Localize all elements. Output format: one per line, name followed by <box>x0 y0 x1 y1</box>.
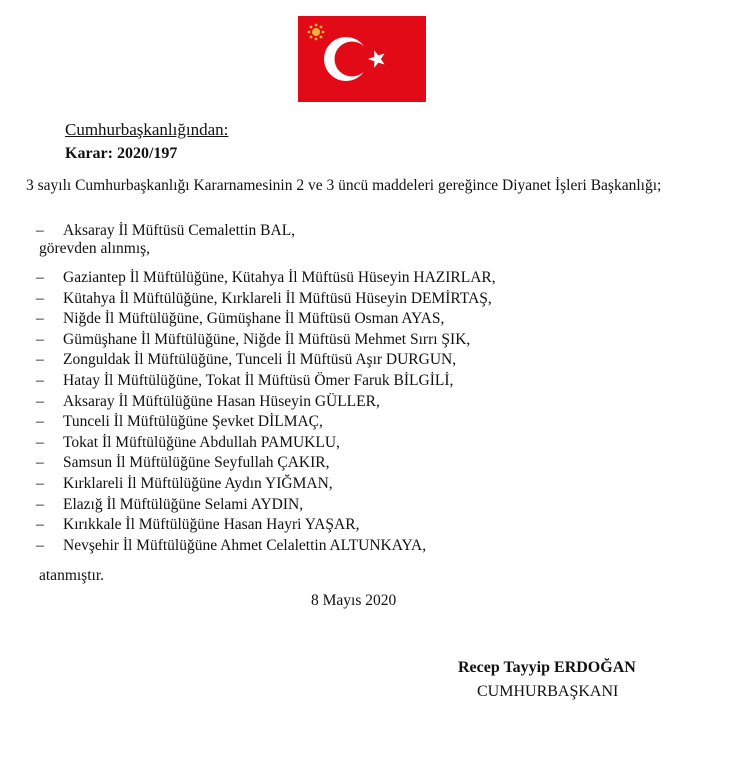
list-item <box>36 268 496 289</box>
list-item <box>36 309 496 330</box>
appointment-text: Gümüşhane İl Müftülüğüne, Niğde İl Müftüsü Mehmet Sırrı ŞIK, <box>63 330 471 348</box>
presidential-flag-icon <box>298 16 426 102</box>
list-item <box>36 536 496 557</box>
list-dash: – <box>36 413 44 431</box>
dismissal-item <box>36 221 295 241</box>
list-item <box>36 433 496 454</box>
list-item <box>36 289 496 310</box>
list-item <box>36 350 496 371</box>
appointment-text: Elazığ İl Müftülüğüne Selami AYDIN, <box>63 495 304 513</box>
list-item <box>36 453 496 474</box>
signatory-title: CUMHURBAŞKANI <box>477 683 619 700</box>
appointment-text: Samsun İl Müftülüğüne Seyfullah ÇAKIR, <box>63 454 330 472</box>
list-dash: – <box>36 222 44 239</box>
appointment-text: Kırıkkale İl Müftülüğüne Hasan Hayri YAŞAR, <box>63 516 360 534</box>
list-dash: – <box>36 536 44 554</box>
appointment-text: Hatay İl Müftülüğüne, Tokat İl Müftüsü Ömer Faruk BİLGİLİ, <box>63 371 454 389</box>
list-item <box>36 392 496 413</box>
issuer-heading: Cumhurbaşkanlığından: <box>65 120 229 139</box>
list-dash: – <box>36 392 44 410</box>
intro-paragraph: 3 sayılı Cumhurbaşkanlığı Kararnamesinin 2 ve 3 üncü maddeleri gereğince Diyanet İşleri Başkanlığı; <box>26 177 662 194</box>
dismissal-note: görevden alınmış, <box>39 240 151 257</box>
list-dash: – <box>36 454 44 472</box>
appointment-text: Zonguldak İl Müftülüğüne, Tunceli İl Müftüsü Aşır DURGUN, <box>63 351 457 369</box>
list-item <box>36 515 496 536</box>
list-dash: – <box>36 495 44 513</box>
list-item <box>36 371 496 392</box>
list-dash: – <box>36 474 44 492</box>
appointment-text: Tokat İl Müftülüğüne Abdullah PAMUKLU, <box>63 433 340 451</box>
list-dash: – <box>36 371 44 389</box>
decree-date: 8 Mayıs 2020 <box>311 592 397 609</box>
list-dash: – <box>36 289 44 307</box>
appointment-text: Kırklareli İl Müftülüğüne Aydın YIĞMAN, <box>63 474 333 492</box>
list-dash: – <box>36 433 44 451</box>
appointment-list <box>36 268 496 556</box>
list-item <box>36 474 496 495</box>
appointment-text: Nevşehir İl Müftülüğüne Ahmet Celalettin ALTUNKAYA, <box>63 536 427 554</box>
list-item <box>36 495 496 516</box>
appointment-text: Aksaray İl Müftülüğüne Hasan Hüseyin GÜLLER, <box>63 392 380 410</box>
decree-number: Karar: 2020/197 <box>65 145 178 162</box>
list-item <box>36 330 496 351</box>
dismissal-text: Aksaray İl Müftüsü Cemalettin BAL, <box>63 222 296 239</box>
signatory-name: Recep Tayyip ERDOĞAN <box>458 659 636 676</box>
appointment-text: Niğde İl Müftülüğüne, Gümüşhane İl Müftüsü Osman AYAS, <box>63 310 445 328</box>
list-dash: – <box>36 310 44 328</box>
list-dash: – <box>36 330 44 348</box>
list-dash: – <box>36 351 44 369</box>
appointment-text: Kütahya İl Müftülüğüne, Kırklareli İl Müftüsü Hüseyin DEMİRTAŞ, <box>63 289 492 307</box>
appointment-text: Tunceli İl Müftülüğüne Şevket DİLMAÇ, <box>63 413 323 431</box>
list-dash: – <box>36 269 44 286</box>
appointment-text: Gaziantep İl Müftülüğüne, Kütahya İl Müftüsü Hüseyin HAZIRLAR, <box>63 269 496 286</box>
list-dash: – <box>36 516 44 534</box>
closing-text: atanmıştır. <box>39 567 105 584</box>
list-item <box>36 412 496 433</box>
